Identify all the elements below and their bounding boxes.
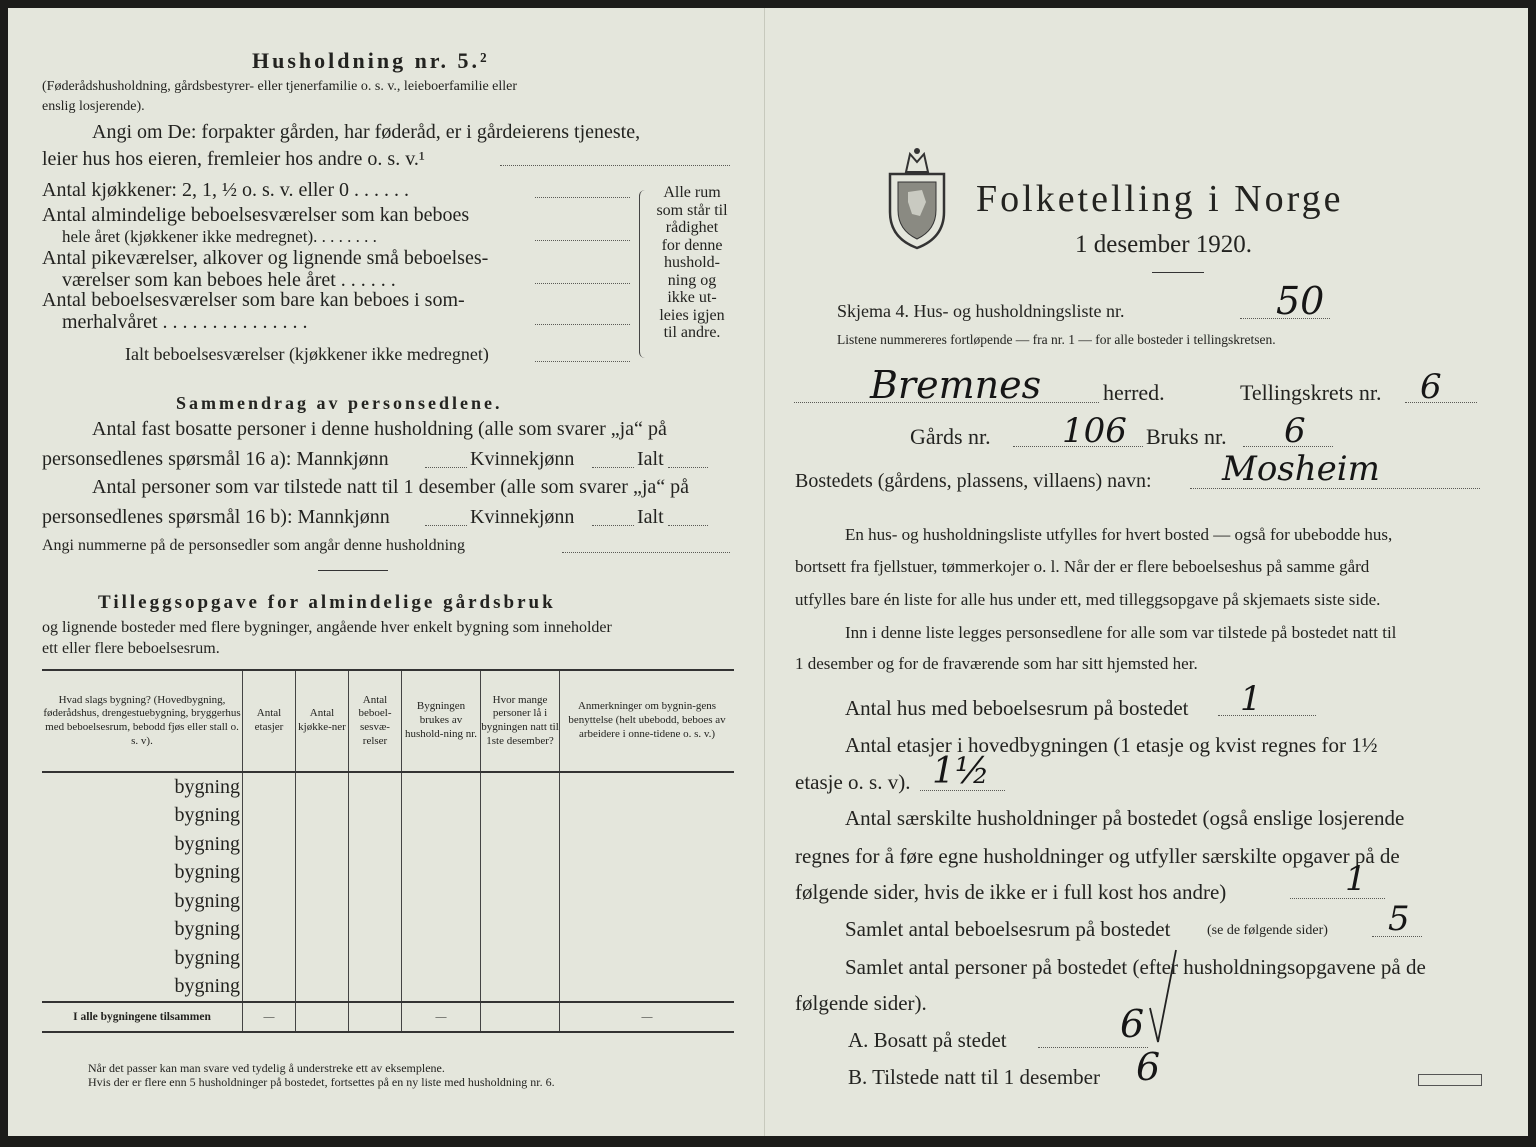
b-label: B. Tilstede natt til 1 desember bbox=[848, 1065, 1100, 1089]
s1-kvinne-answer bbox=[592, 467, 634, 468]
side-note-line: til andre. bbox=[663, 324, 721, 341]
cell bbox=[243, 887, 296, 916]
q-rum-label: Samlet antal beboelsesrum på bostedet bbox=[845, 917, 1171, 941]
cell bbox=[402, 830, 481, 859]
nummerne-answer bbox=[562, 552, 730, 553]
angi-line2: leier hus hos eieren, fremleier hos andre o. s. v.¹ bbox=[42, 148, 425, 170]
cell bbox=[481, 772, 560, 802]
cell bbox=[481, 887, 560, 916]
household-subtitle-line2: enslig losjerende). bbox=[42, 99, 145, 114]
cell bbox=[560, 830, 735, 859]
cell bbox=[481, 944, 560, 973]
instruction-3: utfylles bare én liste for alle hus under ett, med tilleggsopgave på skjemaets siste side. bbox=[795, 590, 1381, 609]
side-note-line: leies igjen bbox=[659, 306, 725, 324]
sammendrag-title: Sammendrag av personsedlene. bbox=[176, 393, 503, 413]
s2-ialt-label: Ialt bbox=[637, 506, 664, 528]
side-note-line: Alle rum bbox=[663, 184, 721, 201]
q-hush-line2: regnes for å føre egne husholdninger og utfyller særskilte opgaver på de bbox=[795, 844, 1400, 868]
table-row bbox=[42, 887, 734, 916]
header-personer: Hvor mange personer lå i bygningen natt til 1ste desember? bbox=[481, 670, 560, 772]
herred-label: herred. bbox=[1103, 380, 1165, 405]
cell bbox=[402, 887, 481, 916]
cell bbox=[349, 973, 402, 1003]
rooms-line1: Antal kjøkkener: 2, 1, ½ o. s. v. eller 0 . . . . . . bbox=[42, 179, 409, 201]
skjema-label: Skjema 4. Hus- og husholdningsliste nr. bbox=[837, 301, 1125, 321]
bosted-label: Bostedets (gårdens, plassens, villaens) navn: bbox=[795, 470, 1152, 492]
total-anm: — bbox=[560, 1002, 735, 1032]
form-date: 1 desember 1920. bbox=[1075, 231, 1253, 258]
cell bbox=[243, 830, 296, 859]
cell bbox=[349, 887, 402, 916]
table-total-row bbox=[42, 1002, 734, 1032]
side-note-line: ning og bbox=[667, 271, 717, 289]
row-label: bygning bbox=[42, 887, 243, 916]
cell bbox=[296, 887, 349, 916]
row-label: bygning bbox=[42, 916, 243, 945]
s1-kvinne-label: Kvinnekjønn bbox=[470, 448, 575, 470]
q-etasjer-line2: etasje o. s. v). bbox=[795, 770, 911, 794]
side-note-line: hushold- bbox=[664, 254, 720, 271]
table-row bbox=[42, 916, 734, 945]
gards-label: Gårds nr. bbox=[910, 424, 991, 449]
cell bbox=[296, 772, 349, 802]
cell bbox=[560, 973, 735, 1003]
s2-line2: personsedlenes spørsmål 16 b): Mannkjønn bbox=[42, 506, 390, 528]
header-etasjer: Antal etasjer bbox=[243, 670, 296, 772]
rooms-line7: merhalvåret . . . . . . . . . . . . . . . bbox=[62, 311, 308, 333]
angi-answer-line bbox=[500, 165, 730, 166]
total-etasjer: — bbox=[243, 1002, 296, 1032]
printer-stamp-icon bbox=[1418, 1074, 1482, 1086]
cell bbox=[402, 859, 481, 888]
cell bbox=[349, 944, 402, 973]
cell bbox=[296, 830, 349, 859]
a-answer-line bbox=[1038, 1047, 1148, 1048]
angi-line1: Angi om De: forpakter gården, har føderåd, er i gårdeierens tjeneste, bbox=[92, 121, 641, 143]
cell bbox=[243, 973, 296, 1003]
footnote-2: Hvis der er flere enn 5 husholdninger på bostedet, fortsettes på en ny liste med husholdning nr. 6. bbox=[88, 1075, 555, 1089]
cell bbox=[243, 859, 296, 888]
cell bbox=[296, 944, 349, 973]
building-table-header bbox=[42, 670, 734, 772]
table-row bbox=[42, 944, 734, 973]
tillegg-line1: og lignende bosteder med flere bygninger, angående hver enkelt bygning som inneholder bbox=[42, 619, 612, 636]
header-husholdning-nr: Bygningen brukes av hushold-ning nr. bbox=[402, 670, 481, 772]
angi-nummerne: Angi nummerne på de personsedler som angår denne husholdning bbox=[42, 537, 466, 554]
instruction-2: bortsett fra fjellstuer, tømmerkojer o. l. Når der er flere beboelseshus på samme gård bbox=[795, 557, 1370, 576]
coat-of-arms-icon bbox=[884, 142, 950, 252]
page-fold bbox=[764, 8, 765, 1136]
rooms-line5: værelser som kan beboes hele året . . . . . . bbox=[62, 269, 396, 291]
rooms-line3: hele året (kjøkkener ikke medregnet). . . . . . . . bbox=[62, 227, 377, 246]
q-rum-note: (se de følgende sider) bbox=[1207, 923, 1328, 938]
row-label: bygning bbox=[42, 973, 243, 1003]
s1-mann-answer bbox=[425, 467, 467, 468]
q-hus-label: Antal hus med beboelsesrum på bostedet bbox=[845, 696, 1189, 720]
row-label: bygning bbox=[42, 772, 243, 802]
cell bbox=[481, 1002, 560, 1032]
a-value: 6 bbox=[1120, 1002, 1145, 1046]
row-label: bygning bbox=[42, 859, 243, 888]
bruks-label: Bruks nr. bbox=[1146, 424, 1227, 449]
cell bbox=[402, 916, 481, 945]
header-beboelsesvaerelser: Antal beboel-sesvæ-relser bbox=[349, 670, 402, 772]
cell bbox=[296, 859, 349, 888]
cell bbox=[349, 916, 402, 945]
q-hush-answer-line bbox=[1290, 898, 1385, 899]
q-etasjer-value: 1½ bbox=[932, 751, 990, 792]
header-anmerkninger: Anmerkninger om bygnin-gens benyttelse (helt ubebodd, beboes av arbeidere i onne-tidene o. s. v.) bbox=[560, 670, 735, 772]
almindelige-answer bbox=[535, 240, 630, 241]
herred-value: Bremnes bbox=[870, 363, 1042, 407]
cell bbox=[481, 973, 560, 1003]
s1-line2: personsedlenes spørsmål 16 a): Mannkjønn bbox=[42, 448, 389, 470]
s2-kvinne-answer bbox=[592, 525, 634, 526]
row-label: bygning bbox=[42, 944, 243, 973]
household-subtitle-line1: (Føderådshusholdning, gårdsbestyrer- eller tjenerfamilie o. s. v., leieboerfamilie eller bbox=[42, 79, 518, 94]
s2-mann-answer bbox=[425, 525, 467, 526]
skjema-nr-value: 50 bbox=[1276, 279, 1325, 323]
q-hus-answer-line bbox=[1218, 715, 1316, 716]
instruction-4: Inn i denne liste legges personsedlene for alle som var tilstede på bostedet natt til bbox=[845, 623, 1397, 642]
cell bbox=[560, 859, 735, 888]
listene-note: Listene nummereres fortløpende — fra nr. 1 — for alle bosteder i tellingskretsen. bbox=[837, 332, 1276, 347]
cell bbox=[296, 1002, 349, 1032]
side-note-brace bbox=[639, 190, 646, 358]
cell bbox=[481, 830, 560, 859]
cell bbox=[296, 916, 349, 945]
side-note-line: som står til bbox=[656, 201, 728, 219]
s1-line1: Antal fast bosatte personer i denne husholdning (alle som svarer „ja“ på bbox=[92, 418, 667, 440]
tillegg-line2: ett eller flere beboelsesrum. bbox=[42, 640, 220, 657]
cell bbox=[243, 772, 296, 802]
s1-ialt-label: Ialt bbox=[637, 448, 664, 470]
pikevaerelser-answer bbox=[535, 283, 630, 284]
cell bbox=[296, 973, 349, 1003]
cell bbox=[560, 944, 735, 973]
instruction-1: En hus- og husholdningsliste utfylles for hvert bosted — også for ubebodde hus, bbox=[845, 525, 1393, 544]
cell bbox=[349, 1002, 402, 1032]
q-pers-line2: følgende sider). bbox=[795, 991, 927, 1015]
header-building-type: Hvad slags bygning? (Hovedbygning, føderådshus, drengestuebygning, bryggerhus med beboelsesrum, bebodd fjøs eller stall o. s. v). bbox=[42, 670, 243, 772]
cell bbox=[349, 830, 402, 859]
cell bbox=[481, 859, 560, 888]
cell bbox=[402, 772, 481, 802]
q-etasjer-line1: Antal etasjer i hovedbygningen (1 etasje og kvist regnes for 1½ bbox=[845, 733, 1378, 757]
table-row bbox=[42, 772, 734, 802]
instruction-5: 1 desember og for de fraværende som har sitt hjemsted her. bbox=[795, 654, 1198, 673]
total-label: I alle bygningene tilsammen bbox=[42, 1002, 243, 1032]
cell bbox=[402, 973, 481, 1003]
kjokkener-answer bbox=[535, 197, 630, 198]
q-hush-line3: følgende sider, hvis de ikke er i full kost hos andre) bbox=[795, 880, 1227, 904]
row-label: bygning bbox=[42, 830, 243, 859]
table-row bbox=[42, 830, 734, 859]
q-rum-value: 5 bbox=[1388, 899, 1410, 939]
side-note-line: rådighet bbox=[665, 219, 719, 236]
cell bbox=[560, 772, 735, 802]
cell bbox=[560, 916, 735, 945]
cell bbox=[402, 944, 481, 973]
s1-ialt-answer bbox=[668, 467, 708, 468]
header-kjokkener: Antal kjøkke-ner bbox=[296, 670, 349, 772]
cell bbox=[481, 802, 560, 831]
side-note-line: ikke ut- bbox=[667, 289, 717, 306]
cell bbox=[296, 802, 349, 831]
side-note bbox=[648, 184, 736, 342]
footnote-1: Når det passer kan man svare ved tydelig å understreke ett av eksemplene. bbox=[88, 1061, 445, 1075]
a-label: A. Bosatt på stedet bbox=[848, 1028, 1007, 1052]
s2-kvinne-label: Kvinnekjønn bbox=[470, 506, 575, 528]
q-hush-value: 1 bbox=[1345, 859, 1367, 899]
cell bbox=[349, 772, 402, 802]
rooms-total: Ialt beboelsesværelser (kjøkkener ikke medregnet) bbox=[125, 344, 489, 364]
sommer-answer bbox=[535, 324, 630, 325]
q-hush-line1: Antal særskilte husholdninger på bostedet (også enslige losjerende bbox=[845, 806, 1405, 830]
table-row bbox=[42, 973, 734, 1003]
b-value: 6 bbox=[1136, 1045, 1161, 1089]
q-hus-value: 1 bbox=[1240, 679, 1262, 719]
cell bbox=[560, 887, 735, 916]
table-row bbox=[42, 802, 734, 831]
q-pers-line1: Samlet antal personer på bostedet (efter husholdningsopgavene på de bbox=[845, 955, 1426, 979]
separator bbox=[318, 570, 388, 571]
cell bbox=[243, 916, 296, 945]
rooms-line6: Antal beboelsesværelser som bare kan beboes i som- bbox=[42, 289, 465, 311]
rooms-line2: Antal almindelige beboelsesværelser som kan beboes bbox=[42, 204, 470, 226]
cell bbox=[243, 802, 296, 831]
cell bbox=[481, 916, 560, 945]
bruks-value: 6 bbox=[1284, 411, 1306, 451]
tellingskrets-label: Tellingskrets nr. bbox=[1240, 380, 1382, 405]
row-label: bygning bbox=[42, 802, 243, 831]
s2-ialt-answer bbox=[668, 525, 708, 526]
cell bbox=[402, 802, 481, 831]
cell bbox=[349, 859, 402, 888]
s2-line1: Antal personer som var tilstede natt til 1 desember (alle som svarer „ja“ på bbox=[92, 476, 690, 498]
cell bbox=[560, 802, 735, 831]
building-table bbox=[42, 669, 734, 1033]
checkmark-icon bbox=[1146, 948, 1186, 1048]
rooms-line4: Antal pikeværelser, alkover og lignende små beboelses- bbox=[42, 247, 489, 269]
side-note-line: for denne bbox=[661, 236, 723, 254]
household-title: Husholdning nr. 5.² bbox=[252, 48, 490, 73]
table-row bbox=[42, 859, 734, 888]
form-title: Folketelling i Norge bbox=[976, 178, 1344, 220]
cell bbox=[243, 944, 296, 973]
tellingskrets-value: 6 bbox=[1420, 367, 1442, 407]
total-hushold: — bbox=[402, 1002, 481, 1032]
tillegg-title: Tilleggsopgave for almindelige gårdsbruk bbox=[98, 592, 556, 613]
gards-value: 106 bbox=[1062, 411, 1127, 451]
ialt-answer bbox=[535, 361, 630, 362]
cell bbox=[349, 802, 402, 831]
bosted-value: Mosheim bbox=[1222, 449, 1380, 489]
title-rule bbox=[1152, 272, 1204, 273]
